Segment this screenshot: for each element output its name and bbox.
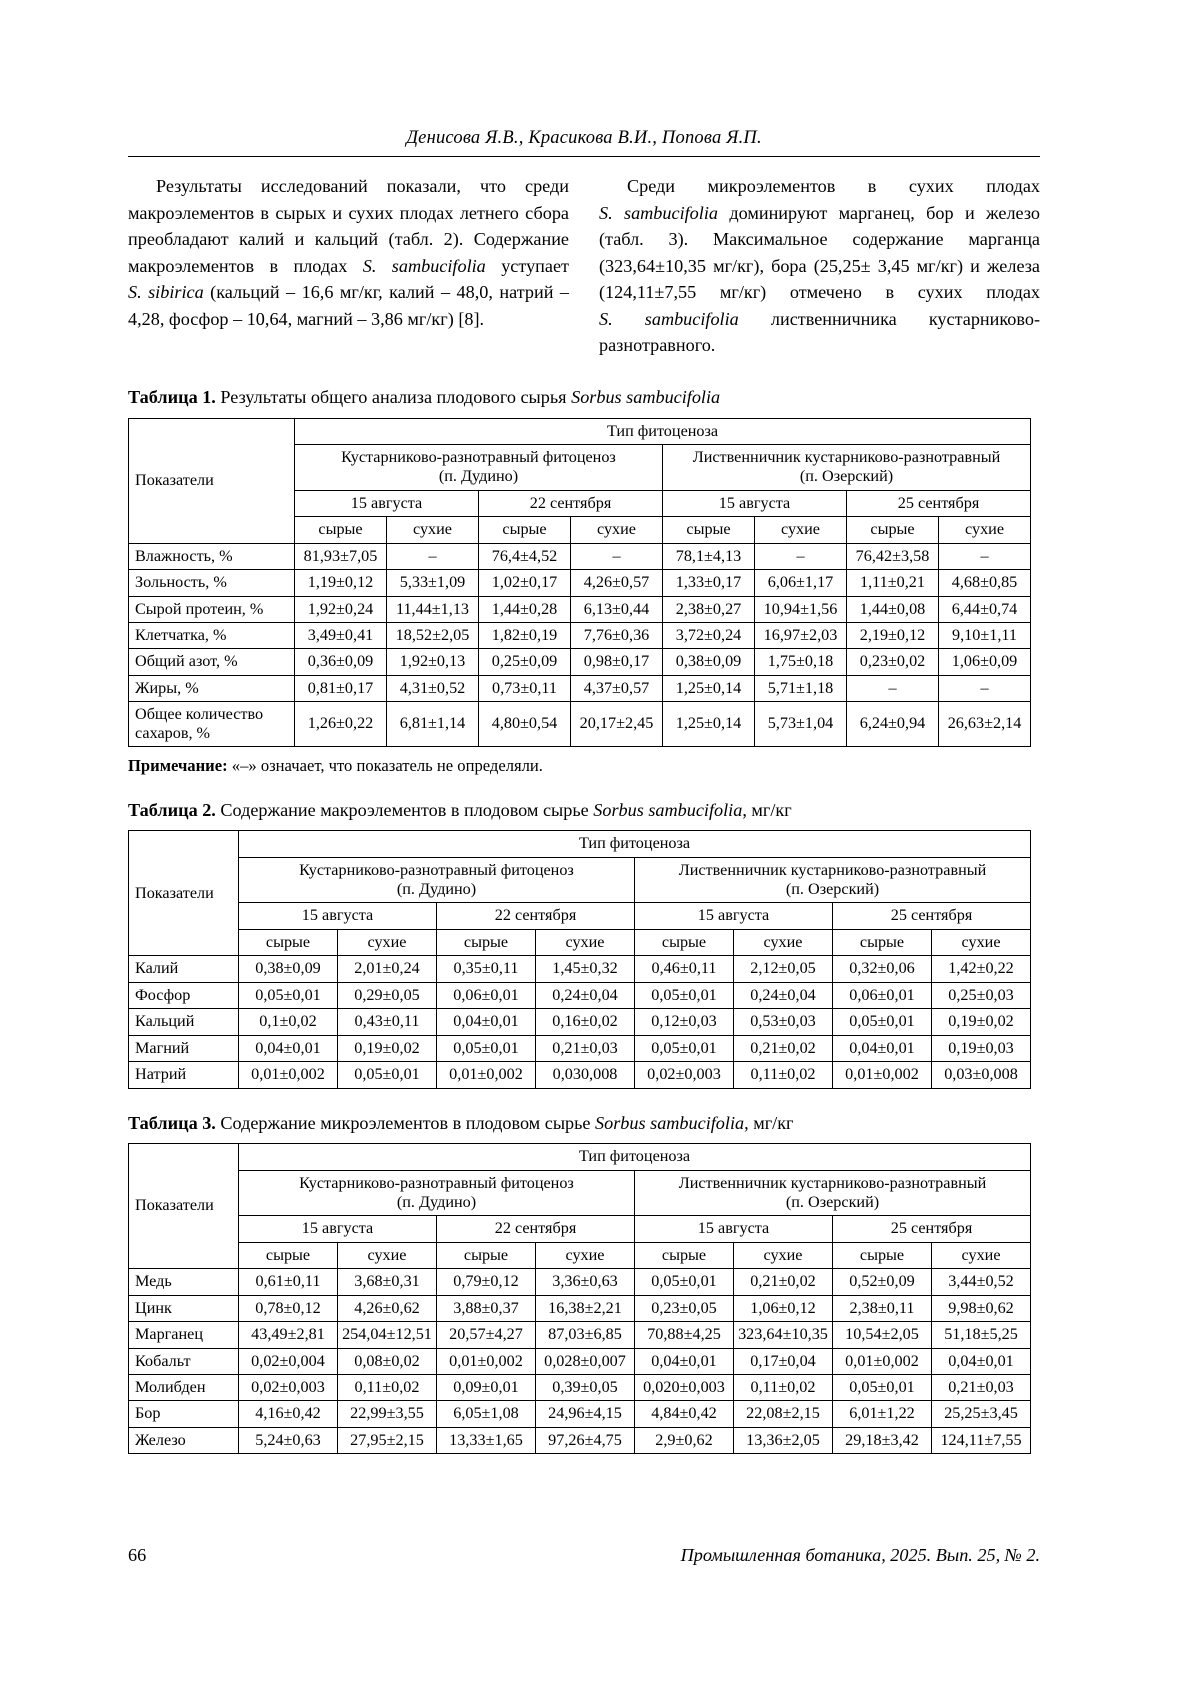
t3-r6-label: Железо xyxy=(129,1427,239,1453)
table-row xyxy=(129,1170,1031,1216)
t1-date-g2-d1: 15 августа xyxy=(663,490,847,516)
t1-r3-c2: 1,82±0,19 xyxy=(479,623,571,649)
t2-r1-label: Фосфор xyxy=(129,982,239,1008)
table-row xyxy=(129,596,1031,622)
t1-sub-dry-2: сухие xyxy=(571,517,663,543)
t2-phytocenosis-header: Тип фитоценоза xyxy=(239,831,1031,857)
t2-r1-c2: 0,06±0,01 xyxy=(437,982,536,1008)
t3-r1-c2: 3,88±0,37 xyxy=(437,1295,536,1321)
t1-r6-c1: 6,81±1,14 xyxy=(387,702,479,746)
t3-sub-dry-1: сухие xyxy=(338,1242,437,1268)
t3-sub-raw-4: сырые xyxy=(833,1242,932,1268)
t1-date-g1-d2: 22 сентября xyxy=(479,490,663,516)
t2-r0-c4: 0,46±0,11 xyxy=(635,956,734,982)
t3-r5-c0: 4,16±0,42 xyxy=(239,1401,338,1427)
t2-r4-c6: 0,01±0,002 xyxy=(833,1062,932,1088)
page-number: 66 xyxy=(128,1545,147,1565)
t3-r0-c1: 3,68±0,31 xyxy=(338,1269,437,1295)
t3-r1-c5: 1,06±0,12 xyxy=(734,1295,833,1321)
t1-r4-c5: 1,75±0,18 xyxy=(755,649,847,675)
t2-r1-c6: 0,06±0,01 xyxy=(833,982,932,1008)
t3-r0-c0: 0,61±0,11 xyxy=(239,1269,338,1295)
t1-group1-header xyxy=(295,444,663,490)
t1-r5-c7: – xyxy=(939,675,1031,701)
t3-r3-label: Кобальт xyxy=(129,1348,239,1374)
t1-r3-c4: 3,72±0,24 xyxy=(663,623,755,649)
t1-r4-c7: 1,06±0,09 xyxy=(939,649,1031,675)
table-2 xyxy=(128,830,1031,1088)
t3-r0-label: Медь xyxy=(129,1269,239,1295)
t3-r2-c2: 20,57±4,27 xyxy=(437,1322,536,1348)
t1-r5-c6: – xyxy=(847,675,939,701)
t3-r3-c2: 0,01±0,002 xyxy=(437,1348,536,1374)
t1-r6-c5: 5,73±1,04 xyxy=(755,702,847,746)
t3-r4-c6: 0,05±0,01 xyxy=(833,1375,932,1401)
t1-r0-c2: 76,4±4,52 xyxy=(479,543,571,569)
t2-r1-c4: 0,05±0,01 xyxy=(635,982,734,1008)
t2-sub-dry-4: сухие xyxy=(932,929,1031,955)
t3-date-g1-d1: 15 августа xyxy=(239,1216,437,1242)
t1-r1-c7: 4,68±0,85 xyxy=(939,570,1031,596)
table1-note xyxy=(128,756,1040,776)
t3-r0-c5: 0,21±0,02 xyxy=(734,1269,833,1295)
t1-r6-c3: 20,17±2,45 xyxy=(571,702,663,746)
table-row xyxy=(129,1401,1031,1427)
intro-columns xyxy=(128,173,1040,359)
t1-r4-c1: 1,92±0,13 xyxy=(387,649,479,675)
t3-r3-c7: 0,04±0,01 xyxy=(932,1348,1031,1374)
t3-r0-c7: 3,44±0,52 xyxy=(932,1269,1031,1295)
table-row xyxy=(129,1216,1031,1242)
t2-r2-c6: 0,05±0,01 xyxy=(833,1009,932,1035)
t1-r2-c4: 2,38±0,27 xyxy=(663,596,755,622)
table-row xyxy=(129,702,1031,746)
t2-r4-c2: 0,01±0,002 xyxy=(437,1062,536,1088)
t1-r0-c4: 78,1±4,13 xyxy=(663,543,755,569)
t3-r5-c4: 4,84±0,42 xyxy=(635,1401,734,1427)
t1-date-g1-d1: 15 августа xyxy=(295,490,479,516)
t1-r1-c4: 1,33±0,17 xyxy=(663,570,755,596)
t3-r2-c3: 87,03±6,85 xyxy=(536,1322,635,1348)
t1-phytocenosis-header: Тип фитоценоза xyxy=(295,418,1031,444)
t3-r2-c1: 254,04±12,51 xyxy=(338,1322,437,1348)
t1-r0-label: Влажность, % xyxy=(129,543,295,569)
t1-r3-c6: 2,19±0,12 xyxy=(847,623,939,649)
t3-r1-c6: 2,38±0,11 xyxy=(833,1295,932,1321)
t1-r5-c5: 5,71±1,18 xyxy=(755,675,847,701)
t2-date-g2-d2: 25 сентября xyxy=(833,903,1031,929)
t1-r3-c3: 7,76±0,36 xyxy=(571,623,663,649)
t2-sub-dry-1: сухие xyxy=(338,929,437,955)
t2-r2-c4: 0,12±0,03 xyxy=(635,1009,734,1035)
table1-caption-label: Таблица 1. xyxy=(128,386,216,407)
table-row xyxy=(129,1427,1031,1453)
t3-r3-c1: 0,08±0,02 xyxy=(338,1348,437,1374)
t1-r1-c5: 6,06±1,17 xyxy=(755,570,847,596)
t1-r2-c7: 6,44±0,74 xyxy=(939,596,1031,622)
table3-caption-species: Sorbus sambucifolia xyxy=(595,1112,745,1133)
t1-sub-dry-3: сухие xyxy=(755,517,847,543)
t3-date-g2-d1: 15 августа xyxy=(635,1216,833,1242)
t1-sub-raw-4: сырые xyxy=(847,517,939,543)
t2-r2-c1: 0,43±0,11 xyxy=(338,1009,437,1035)
t1-r0-c0: 81,93±7,05 xyxy=(295,543,387,569)
table2-caption-species: Sorbus sambucifolia xyxy=(593,799,743,820)
t1-r2-c3: 6,13±0,44 xyxy=(571,596,663,622)
table-row xyxy=(129,1322,1031,1348)
t3-r5-c6: 6,01±1,22 xyxy=(833,1401,932,1427)
t2-r4-c5: 0,11±0,02 xyxy=(734,1062,833,1088)
t1-r3-c0: 3,49±0,41 xyxy=(295,623,387,649)
t2-r2-c2: 0,04±0,01 xyxy=(437,1009,536,1035)
table3-caption-text: Содержание микроэлементов в плодовом сырье xyxy=(215,1112,596,1133)
t2-r2-c5: 0,53±0,03 xyxy=(734,1009,833,1035)
t3-group1-header xyxy=(239,1170,635,1216)
t2-sub-raw-4: сырые xyxy=(833,929,932,955)
t1-r3-c5: 16,97±2,03 xyxy=(755,623,847,649)
t3-r1-c3: 16,38±2,21 xyxy=(536,1295,635,1321)
t2-r1-c0: 0,05±0,01 xyxy=(239,982,338,1008)
t1-sub-dry-1: сухие xyxy=(387,517,479,543)
t2-sub-raw-1: сырые xyxy=(239,929,338,955)
t3-r6-c7: 124,11±7,55 xyxy=(932,1427,1031,1453)
t2-group1-line2: (п. Дудино) xyxy=(396,880,477,898)
t1-r2-c6: 1,44±0,08 xyxy=(847,596,939,622)
t2-date-g2-d1: 15 августа xyxy=(635,903,833,929)
t2-r1-c1: 0,29±0,05 xyxy=(338,982,437,1008)
t3-r3-c4: 0,04±0,01 xyxy=(635,1348,734,1374)
t1-r6-c7: 26,63±2,14 xyxy=(939,702,1031,746)
table-row xyxy=(129,1144,1031,1170)
table-row xyxy=(129,956,1031,982)
t1-sub-raw-1: сырые xyxy=(295,517,387,543)
t1-r6-c2: 4,80±0,54 xyxy=(479,702,571,746)
t1-r3-label: Клетчатка, % xyxy=(129,623,295,649)
t3-r5-c3: 24,96±4,15 xyxy=(536,1401,635,1427)
spacer-after-table2 xyxy=(128,1089,1040,1111)
t1-row-header: Показатели xyxy=(129,418,295,543)
t1-r5-c3: 4,37±0,57 xyxy=(571,675,663,701)
t1-sub-raw-3: сырые xyxy=(663,517,755,543)
t2-r0-c7: 1,42±0,22 xyxy=(932,956,1031,982)
t2-r3-c4: 0,05±0,01 xyxy=(635,1035,734,1061)
table3-caption xyxy=(128,1111,1040,1136)
t1-r3-c7: 9,10±1,11 xyxy=(939,623,1031,649)
t2-r4-c0: 0,01±0,002 xyxy=(239,1062,338,1088)
t2-group1-line1: Кустарниково-разнотравный фитоценоз xyxy=(299,860,574,879)
t3-r4-c3: 0,39±0,05 xyxy=(536,1375,635,1401)
t1-r2-c5: 10,94±1,56 xyxy=(755,596,847,622)
t1-r6-c4: 1,25±0,14 xyxy=(663,702,755,746)
t1-r0-c3: – xyxy=(571,543,663,569)
t2-r3-c0: 0,04±0,01 xyxy=(239,1035,338,1061)
t3-r1-c7: 9,98±0,62 xyxy=(932,1295,1031,1321)
t1-r1-c6: 1,11±0,21 xyxy=(847,570,939,596)
t1-r2-c2: 1,44±0,28 xyxy=(479,596,571,622)
t3-group1-line1: Кустарниково-разнотравный фитоценоз xyxy=(299,1173,574,1192)
t2-r3-label: Магний xyxy=(129,1035,239,1061)
running-head: Денисова Я.В., Красикова В.И., Попова Я.П. xyxy=(406,128,762,148)
t1-r4-c3: 0,98±0,17 xyxy=(571,649,663,675)
t1-group2-header xyxy=(663,444,1031,490)
t3-sub-raw-1: сырые xyxy=(239,1242,338,1268)
t2-r4-label: Натрий xyxy=(129,1062,239,1088)
t1-r2-c0: 1,92±0,24 xyxy=(295,596,387,622)
t1-r0-c6: 76,42±3,58 xyxy=(847,543,939,569)
t3-r5-c7: 25,25±3,45 xyxy=(932,1401,1031,1427)
t3-r0-c4: 0,05±0,01 xyxy=(635,1269,734,1295)
t2-group1-header xyxy=(239,857,635,903)
t3-r6-c4: 2,9±0,62 xyxy=(635,1427,734,1453)
t1-r6-c6: 6,24±0,94 xyxy=(847,702,939,746)
t2-r0-c3: 1,45±0,32 xyxy=(536,956,635,982)
t1-r1-c1: 5,33±1,09 xyxy=(387,570,479,596)
t1-sub-raw-2: сырые xyxy=(479,517,571,543)
t3-r5-c2: 6,05±1,08 xyxy=(437,1401,536,1427)
t2-r1-c7: 0,25±0,03 xyxy=(932,982,1031,1008)
t3-r2-c4: 70,88±4,25 xyxy=(635,1322,734,1348)
t2-r3-c7: 0,19±0,03 xyxy=(932,1035,1031,1061)
t3-r3-c0: 0,02±0,004 xyxy=(239,1348,338,1374)
table-row xyxy=(129,1062,1031,1088)
t1-r2-c1: 11,44±1,13 xyxy=(387,596,479,622)
t2-sub-raw-3: сырые xyxy=(635,929,734,955)
t1-r5-label: Жиры, % xyxy=(129,675,295,701)
table-row xyxy=(129,675,1031,701)
t3-r3-c3: 0,028±0,007 xyxy=(536,1348,635,1374)
t3-r3-c6: 0,01±0,002 xyxy=(833,1348,932,1374)
table-row xyxy=(129,1348,1031,1374)
t2-r4-c1: 0,05±0,01 xyxy=(338,1062,437,1088)
table-row xyxy=(129,857,1031,903)
t1-group1-line1: Кустарниково-разнотравный фитоценоз xyxy=(341,447,616,466)
t2-row-header: Показатели xyxy=(129,831,239,956)
t2-r0-c2: 0,35±0,11 xyxy=(437,956,536,982)
t2-r3-c2: 0,05±0,01 xyxy=(437,1035,536,1061)
t3-r3-c5: 0,17±0,04 xyxy=(734,1348,833,1374)
t3-r2-c0: 43,49±2,81 xyxy=(239,1322,338,1348)
t3-r4-c7: 0,21±0,03 xyxy=(932,1375,1031,1401)
table3-caption-units: , мг/кг xyxy=(744,1112,794,1133)
t3-group2-line1: Лиственничник кустарниково-разнотравный xyxy=(678,1173,987,1192)
t3-sub-dry-4: сухие xyxy=(932,1242,1031,1268)
t3-r5-c5: 22,08±2,15 xyxy=(734,1401,833,1427)
t1-r1-c0: 1,19±0,12 xyxy=(295,570,387,596)
t2-r3-c6: 0,04±0,01 xyxy=(833,1035,932,1061)
t3-r5-label: Бор xyxy=(129,1401,239,1427)
page-footer xyxy=(128,1545,1040,1566)
t3-r6-c2: 13,33±1,65 xyxy=(437,1427,536,1453)
t1-r0-c5: – xyxy=(755,543,847,569)
t3-r2-c7: 51,18±5,25 xyxy=(932,1322,1031,1348)
table2-caption-label: Таблица 2. xyxy=(128,799,216,820)
t2-r2-label: Кальций xyxy=(129,1009,239,1035)
t1-sub-dry-4: сухие xyxy=(939,517,1031,543)
t1-date-g2-d2: 25 сентября xyxy=(847,490,1031,516)
t3-row-header: Показатели xyxy=(129,1144,239,1269)
t2-r0-c1: 2,01±0,24 xyxy=(338,956,437,982)
t2-r1-c3: 0,24±0,04 xyxy=(536,982,635,1008)
t2-r3-c3: 0,21±0,03 xyxy=(536,1035,635,1061)
t3-r4-c5: 0,11±0,02 xyxy=(734,1375,833,1401)
table1-note-text: «–» означает, что показатель не определяли. xyxy=(227,755,543,775)
t3-sub-raw-3: сырые xyxy=(635,1242,734,1268)
t3-r0-c6: 0,52±0,09 xyxy=(833,1269,932,1295)
table1-caption xyxy=(128,385,1040,410)
t2-r3-c5: 0,21±0,02 xyxy=(734,1035,833,1061)
t1-r5-c4: 1,25±0,14 xyxy=(663,675,755,701)
table-row xyxy=(129,418,1031,444)
table-1 xyxy=(128,418,1031,747)
journal-reference: Промышленная ботаника, 2025. Вып. 25, № 2. xyxy=(680,1545,1040,1565)
table-row xyxy=(129,1009,1031,1035)
intro-paragraph-right: Среди микроэлементов в сухих плодах S. sambucifolia доминируют марганец, бор и железо (табл. 3). Максимальное содержание марганца (323,64±10,35 мг/кг), бора (25,25± 3,45 мг/кг) и железа (124,11±7,55 мг/кг) отмечено в сухих плодах S. sambucifolia лиственничника кустарниково-разнотравного. xyxy=(599,176,1041,356)
t1-r4-c0: 0,36±0,09 xyxy=(295,649,387,675)
t3-r2-label: Марганец xyxy=(129,1322,239,1348)
t3-r6-c1: 27,95±2,15 xyxy=(338,1427,437,1453)
t2-sub-dry-2: сухие xyxy=(536,929,635,955)
t3-group2-line2: (п. Озерский) xyxy=(785,1192,880,1211)
t2-r4-c4: 0,02±0,003 xyxy=(635,1062,734,1088)
table1-note-label: Примечание: xyxy=(128,755,228,775)
t1-r5-c1: 4,31±0,52 xyxy=(387,675,479,701)
t2-r2-c3: 0,16±0,02 xyxy=(536,1009,635,1035)
t3-r5-c1: 22,99±3,55 xyxy=(338,1401,437,1427)
t3-sub-dry-2: сухие xyxy=(536,1242,635,1268)
t3-r4-c4: 0,020±0,003 xyxy=(635,1375,734,1401)
table3-caption-label: Таблица 3. xyxy=(128,1112,216,1133)
t2-sub-raw-2: сырые xyxy=(437,929,536,955)
t1-r1-c2: 1,02±0,17 xyxy=(479,570,571,596)
table-row xyxy=(129,623,1031,649)
table-row xyxy=(129,543,1031,569)
t2-r0-c6: 0,32±0,06 xyxy=(833,956,932,982)
intro-column-left xyxy=(128,173,569,359)
table1-caption-species: Sorbus sambucifolia xyxy=(571,386,721,407)
t1-r6-c0: 1,26±0,22 xyxy=(295,702,387,746)
t1-r1-c3: 4,26±0,57 xyxy=(571,570,663,596)
table-row xyxy=(129,1242,1031,1268)
t3-date-g1-d2: 22 сентября xyxy=(437,1216,635,1242)
t1-r0-c7: – xyxy=(939,543,1031,569)
t3-r1-c0: 0,78±0,12 xyxy=(239,1295,338,1321)
table-row xyxy=(129,570,1031,596)
t1-group2-line1: Лиственничник кустарниково-разнотравный xyxy=(692,447,1001,466)
t3-r4-c0: 0,02±0,003 xyxy=(239,1375,338,1401)
intro-column-right xyxy=(599,173,1040,359)
table2-caption-units: , мг/кг xyxy=(742,799,792,820)
t3-r1-label: Цинк xyxy=(129,1295,239,1321)
table-row xyxy=(129,1269,1031,1295)
table2-caption xyxy=(128,798,1040,823)
t3-r0-c3: 3,36±0,63 xyxy=(536,1269,635,1295)
t2-r4-c7: 0,03±0,008 xyxy=(932,1062,1031,1088)
table-row xyxy=(129,903,1031,929)
t2-date-g1-d1: 15 августа xyxy=(239,903,437,929)
t1-r4-c2: 0,25±0,09 xyxy=(479,649,571,675)
page-content xyxy=(128,128,1040,1454)
t2-r3-c1: 0,19±0,02 xyxy=(338,1035,437,1061)
t2-r2-c7: 0,19±0,02 xyxy=(932,1009,1031,1035)
t1-r1-label: Зольность, % xyxy=(129,570,295,596)
t1-r6-label: Общее количество сахаров, % xyxy=(129,702,295,746)
t3-r4-label: Молибден xyxy=(129,1375,239,1401)
t2-date-g1-d2: 22 сентября xyxy=(437,903,635,929)
table-row xyxy=(129,1035,1031,1061)
t3-r4-c2: 0,09±0,01 xyxy=(437,1375,536,1401)
t3-r4-c1: 0,11±0,02 xyxy=(338,1375,437,1401)
t3-group1-line2: (п. Дудино) xyxy=(396,1192,477,1211)
t3-phytocenosis-header: Тип фитоценоза xyxy=(239,1144,1031,1170)
t1-r4-c6: 0,23±0,02 xyxy=(847,649,939,675)
t1-r4-label: Общий азот, % xyxy=(129,649,295,675)
table-row xyxy=(129,1295,1031,1321)
t1-r2-label: Сырой протеин, % xyxy=(129,596,295,622)
table-row xyxy=(129,929,1031,955)
t2-r4-c3: 0,030,008 xyxy=(536,1062,635,1088)
t2-group2-header xyxy=(635,857,1031,903)
table2-caption-text: Содержание макроэлементов в плодовом сырье xyxy=(215,799,594,820)
t3-r6-c3: 97,26±4,75 xyxy=(536,1427,635,1453)
table-3 xyxy=(128,1143,1031,1454)
t3-r6-c6: 29,18±3,42 xyxy=(833,1427,932,1453)
t1-r3-c1: 18,52±2,05 xyxy=(387,623,479,649)
t2-group2-line1: Лиственничник кустарниково-разнотравный xyxy=(678,860,987,879)
intro-paragraph-left: Результаты исследований показали, что среди макроэлементов в сырых и сухих плодах летнего сбора преобладают калий и кальций (табл. 2). Содержание макроэлементов в плодах S. sambucifolia уступает S. sibirica (кальций – 16,6 мг/кг, калий – 48,0, натрий – 4,28, фосфор – 10,64, магний – 3,86 мг/кг) [8]. xyxy=(128,176,570,329)
t2-sub-dry-3: сухие xyxy=(734,929,833,955)
t3-r1-c1: 4,26±0,62 xyxy=(338,1295,437,1321)
table-row xyxy=(129,649,1031,675)
t1-r5-c2: 0,73±0,11 xyxy=(479,675,571,701)
table-row xyxy=(129,1375,1031,1401)
t1-r4-c4: 0,38±0,09 xyxy=(663,649,755,675)
t3-sub-dry-3: сухие xyxy=(734,1242,833,1268)
t3-group2-header xyxy=(635,1170,1031,1216)
running-head-rule xyxy=(128,156,1040,157)
t2-r0-label: Калий xyxy=(129,956,239,982)
t2-r0-c0: 0,38±0,09 xyxy=(239,956,338,982)
table-row xyxy=(129,831,1031,857)
table1-caption-text: Результаты общего анализа плодового сырья xyxy=(215,386,572,407)
t3-r2-c6: 10,54±2,05 xyxy=(833,1322,932,1348)
t3-r6-c0: 5,24±0,63 xyxy=(239,1427,338,1453)
t1-r5-c0: 0,81±0,17 xyxy=(295,675,387,701)
t2-r0-c5: 2,12±0,05 xyxy=(734,956,833,982)
t3-r0-c2: 0,79±0,12 xyxy=(437,1269,536,1295)
t1-group2-line2: (п. Озерский) xyxy=(799,467,894,486)
t3-r1-c4: 0,23±0,05 xyxy=(635,1295,734,1321)
t1-r0-c1: – xyxy=(387,543,479,569)
t2-r2-c0: 0,1±0,02 xyxy=(239,1009,338,1035)
t1-group1-line2: (п. Дудино) xyxy=(438,467,519,486)
t2-r1-c5: 0,24±0,04 xyxy=(734,982,833,1008)
t3-r2-c5: 323,64±10,35 xyxy=(734,1322,833,1348)
t3-date-g2-d2: 25 сентября xyxy=(833,1216,1031,1242)
table-row xyxy=(129,982,1031,1008)
t3-r6-c5: 13,36±2,05 xyxy=(734,1427,833,1453)
t3-sub-raw-2: сырые xyxy=(437,1242,536,1268)
t2-group2-line2: (п. Озерский) xyxy=(785,880,880,898)
